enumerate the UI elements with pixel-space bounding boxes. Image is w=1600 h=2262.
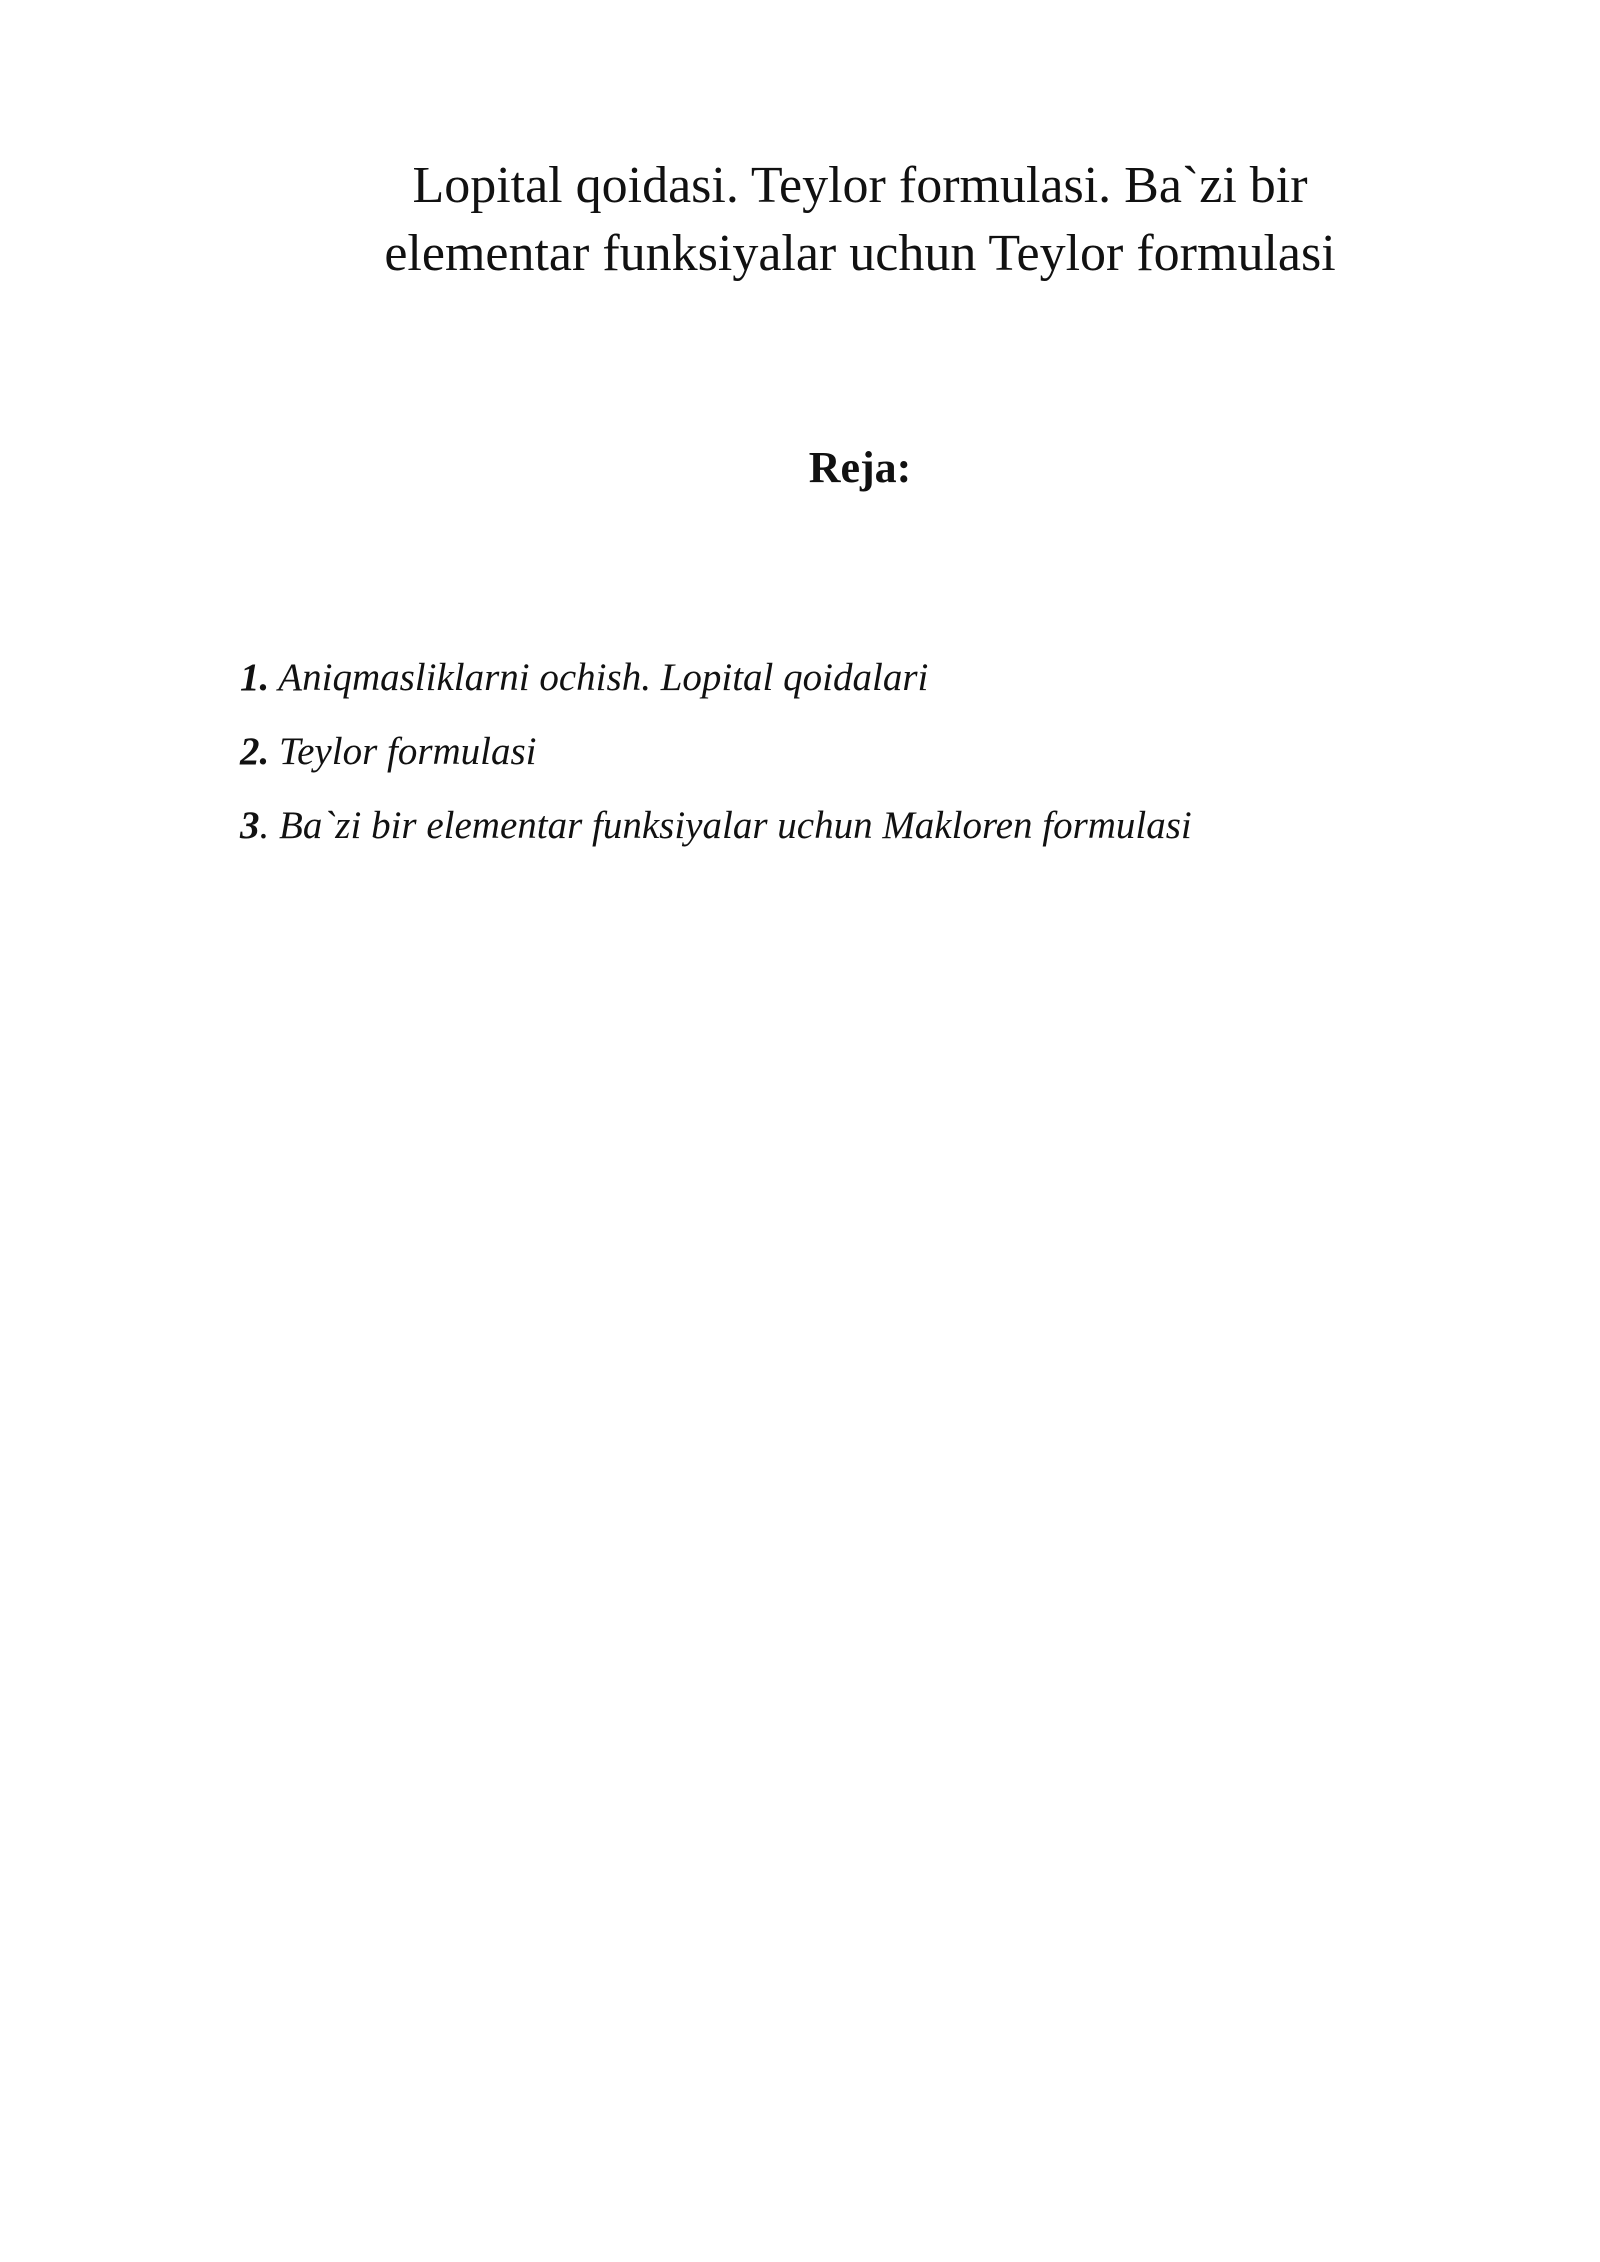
- plan-item-number: 3: [240, 804, 260, 847]
- plan-heading: Reja:: [808, 443, 912, 492]
- plan-item-number: 2.: [240, 730, 270, 773]
- title-line-1: Lopital qoidasi. Teylor formulasi. Ba`zi bir: [412, 157, 1308, 214]
- plan-item-text: Teylor formulasi: [269, 730, 537, 773]
- plan-item-number: 1.: [240, 656, 270, 699]
- page-title: [240, 152, 1480, 288]
- plan-item-2: [240, 715, 1440, 789]
- plan-item-text: . Ba`zi bir elementar funksiyalar uchun Makloren formulasi: [259, 804, 1192, 847]
- plan-item-text: Aniqmasliklarni ochish. Lopital qoidalari: [269, 656, 929, 699]
- plan-item-1: [240, 641, 1440, 715]
- title-line-2: elementar funksiyalar uchun Teylor formulasi: [384, 225, 1336, 282]
- plan-item-3: [240, 789, 1440, 863]
- plan-list: [240, 641, 1440, 863]
